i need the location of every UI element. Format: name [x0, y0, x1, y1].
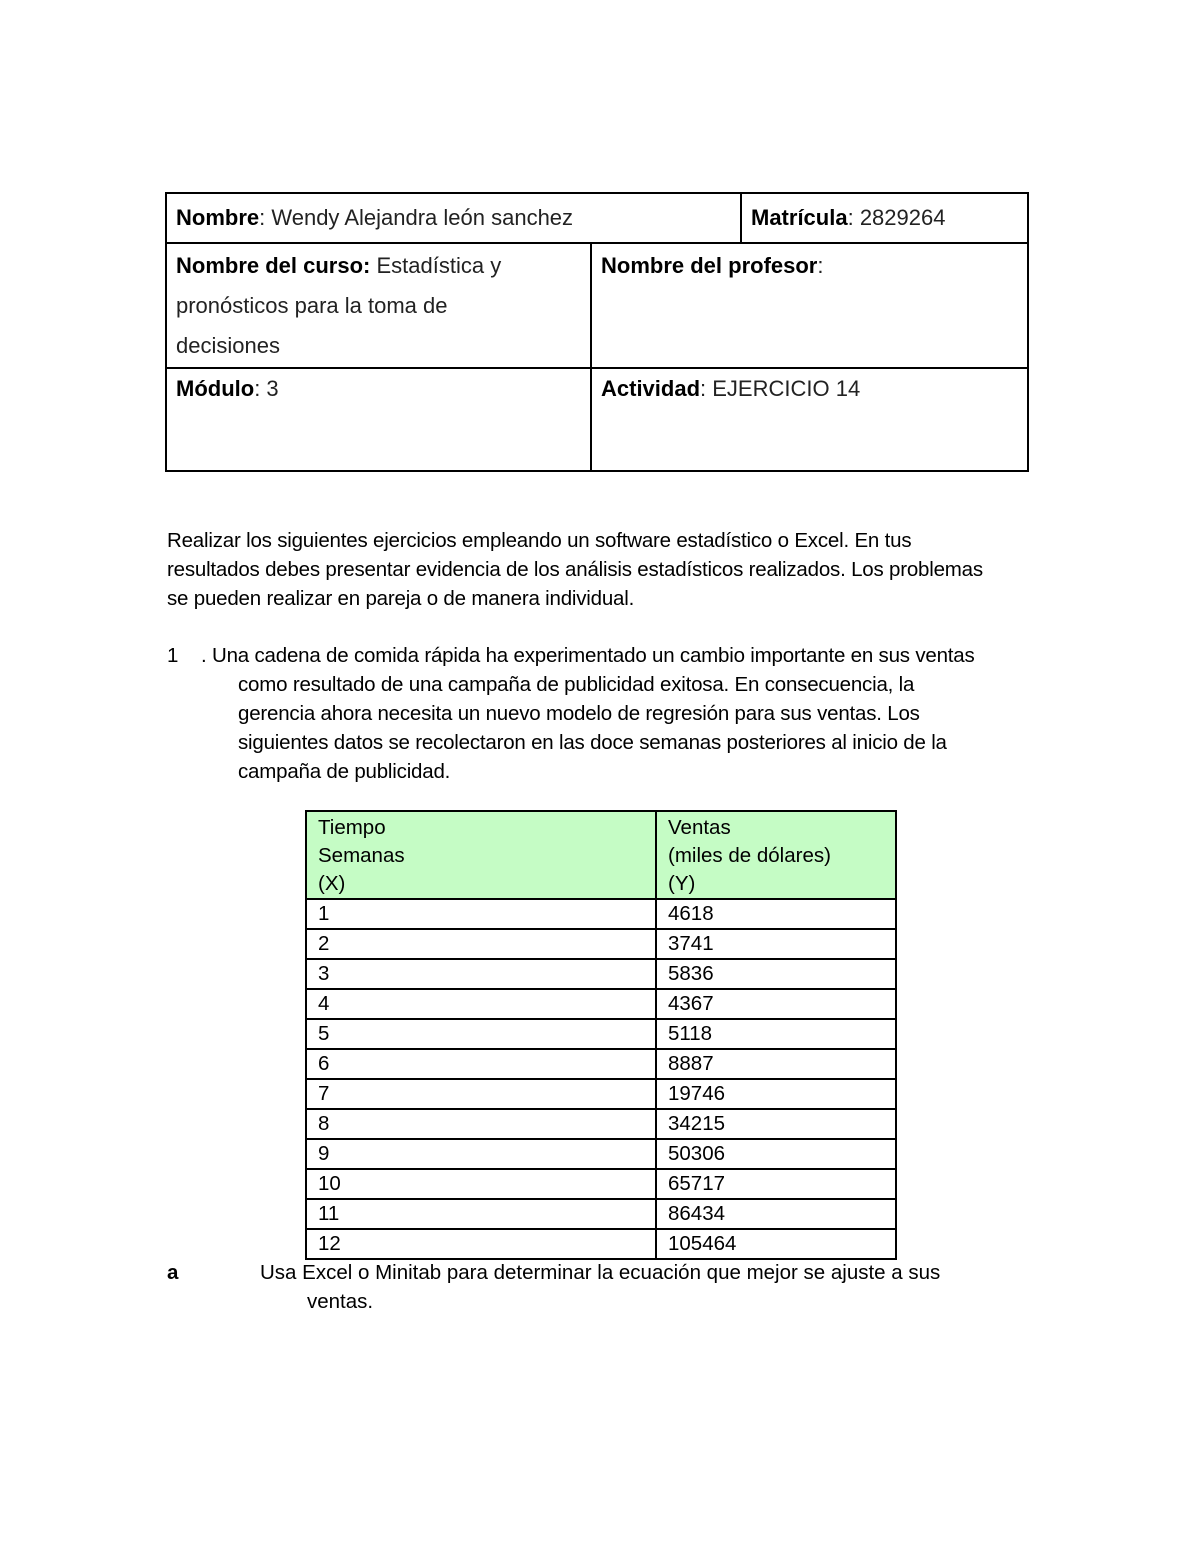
header-x-line-2: Semanas: [318, 844, 405, 867]
cell-sales: 3741: [656, 929, 896, 959]
cell-sales: 4618: [656, 899, 896, 929]
cell-week: 12: [306, 1229, 656, 1259]
cell-week: 4: [306, 989, 656, 1019]
header-y-line-2: (miles de dólares): [668, 844, 831, 867]
sales-data-table: [305, 810, 897, 1260]
cell-sales: 5118: [656, 1019, 896, 1049]
profesor-cell: [592, 244, 1027, 367]
cell-week: 8: [306, 1109, 656, 1139]
table-row: [306, 1049, 896, 1079]
profesor-label: Nombre del profesor: [601, 253, 818, 278]
question-line-2: como resultado de una campaña de publicidad exitosa. En consecuencia, la: [238, 673, 915, 696]
part-a-letter: a: [167, 1261, 179, 1284]
part-a-line-1: Usa Excel o Minitab para determinar la ecuación que mejor se ajuste a sus: [260, 1261, 941, 1284]
cell-week: 6: [306, 1049, 656, 1079]
header-y-line-3: (Y): [668, 872, 696, 895]
curso-value-3: decisiones: [176, 333, 280, 358]
table-row: [306, 1139, 896, 1169]
table-row: [306, 989, 896, 1019]
actividad-label: Actividad: [601, 376, 701, 401]
table-row: [306, 959, 896, 989]
nombre-cell: [167, 194, 740, 242]
table-row: [306, 1079, 896, 1109]
table-row: [306, 899, 896, 929]
cell-sales: 50306: [656, 1139, 896, 1169]
header-y: [656, 811, 896, 899]
header-x-line-3: (X): [318, 872, 346, 895]
header-y-line-1: Ventas: [668, 816, 731, 839]
modulo-value: : 3: [254, 376, 279, 401]
profesor-value: :: [817, 253, 824, 278]
cell-week: 7: [306, 1079, 656, 1109]
cell-week: 5: [306, 1019, 656, 1049]
table-row: [306, 1169, 896, 1199]
cell-sales: 86434: [656, 1199, 896, 1229]
question-number: 1: [167, 644, 179, 667]
question-line-4: siguientes datos se recolectaron en las doce semanas posteriores al inicio de la: [238, 731, 947, 754]
curso-cell: [167, 244, 590, 367]
part-a-line-2: ventas.: [307, 1290, 374, 1313]
instructions-line-1: Realizar los siguientes ejercicios empleando un software estadístico o Excel. En tus: [167, 529, 912, 552]
course-info-table: [165, 192, 1029, 472]
part-a-text: [260, 1258, 1020, 1316]
header-x: [306, 811, 656, 899]
cell-week: 1: [306, 899, 656, 929]
cell-sales: 8887: [656, 1049, 896, 1079]
question-line-3: gerencia ahora necesita un nuevo modelo de regresión para sus ventas. Los: [238, 702, 920, 725]
cell-sales: 19746: [656, 1079, 896, 1109]
curso-label: Nombre del curso:: [176, 253, 371, 278]
table-row: [306, 1019, 896, 1049]
nombre-label: Nombre: [176, 205, 260, 230]
cell-sales: 4367: [656, 989, 896, 1019]
nombre-value: : Wendy Alejandra león sanchez: [259, 205, 574, 230]
cell-week: 3: [306, 959, 656, 989]
cell-week: 10: [306, 1169, 656, 1199]
curso-value-1: Estadística y: [370, 253, 502, 278]
cell-week: 2: [306, 929, 656, 959]
header-x-line-1: Tiempo: [318, 816, 386, 839]
curso-value-2: pronósticos para la toma de: [176, 293, 448, 318]
matricula-value: : 2829264: [847, 205, 946, 230]
cell-week: 11: [306, 1199, 656, 1229]
table-row: [306, 1229, 896, 1259]
table-header-row: [306, 811, 896, 899]
actividad-value: : EJERCICIO 14: [700, 376, 861, 401]
matricula-cell: [742, 194, 1027, 242]
table-row: [306, 929, 896, 959]
modulo-cell: [167, 369, 590, 469]
cell-sales: 105464: [656, 1229, 896, 1259]
question-line-1: . Una cadena de comida rápida ha experimentado un cambio importante en sus ventas: [201, 644, 975, 667]
table-row: [306, 1199, 896, 1229]
modulo-label: Módulo: [176, 376, 255, 401]
instructions-paragraph: [167, 526, 1047, 613]
matricula-label: Matrícula: [751, 205, 848, 230]
cell-sales: 34215: [656, 1109, 896, 1139]
table-row: [306, 1109, 896, 1139]
cell-sales: 65717: [656, 1169, 896, 1199]
question-line-5: campaña de publicidad.: [238, 760, 451, 783]
cell-sales: 5836: [656, 959, 896, 989]
cell-week: 9: [306, 1139, 656, 1169]
instructions-line-2: resultados debes presentar evidencia de los análisis estadísticos realizados. Los problemas: [167, 558, 983, 581]
actividad-cell: [592, 369, 1027, 469]
instructions-line-3: se pueden realizar en pareja o de manera individual.: [167, 587, 635, 610]
